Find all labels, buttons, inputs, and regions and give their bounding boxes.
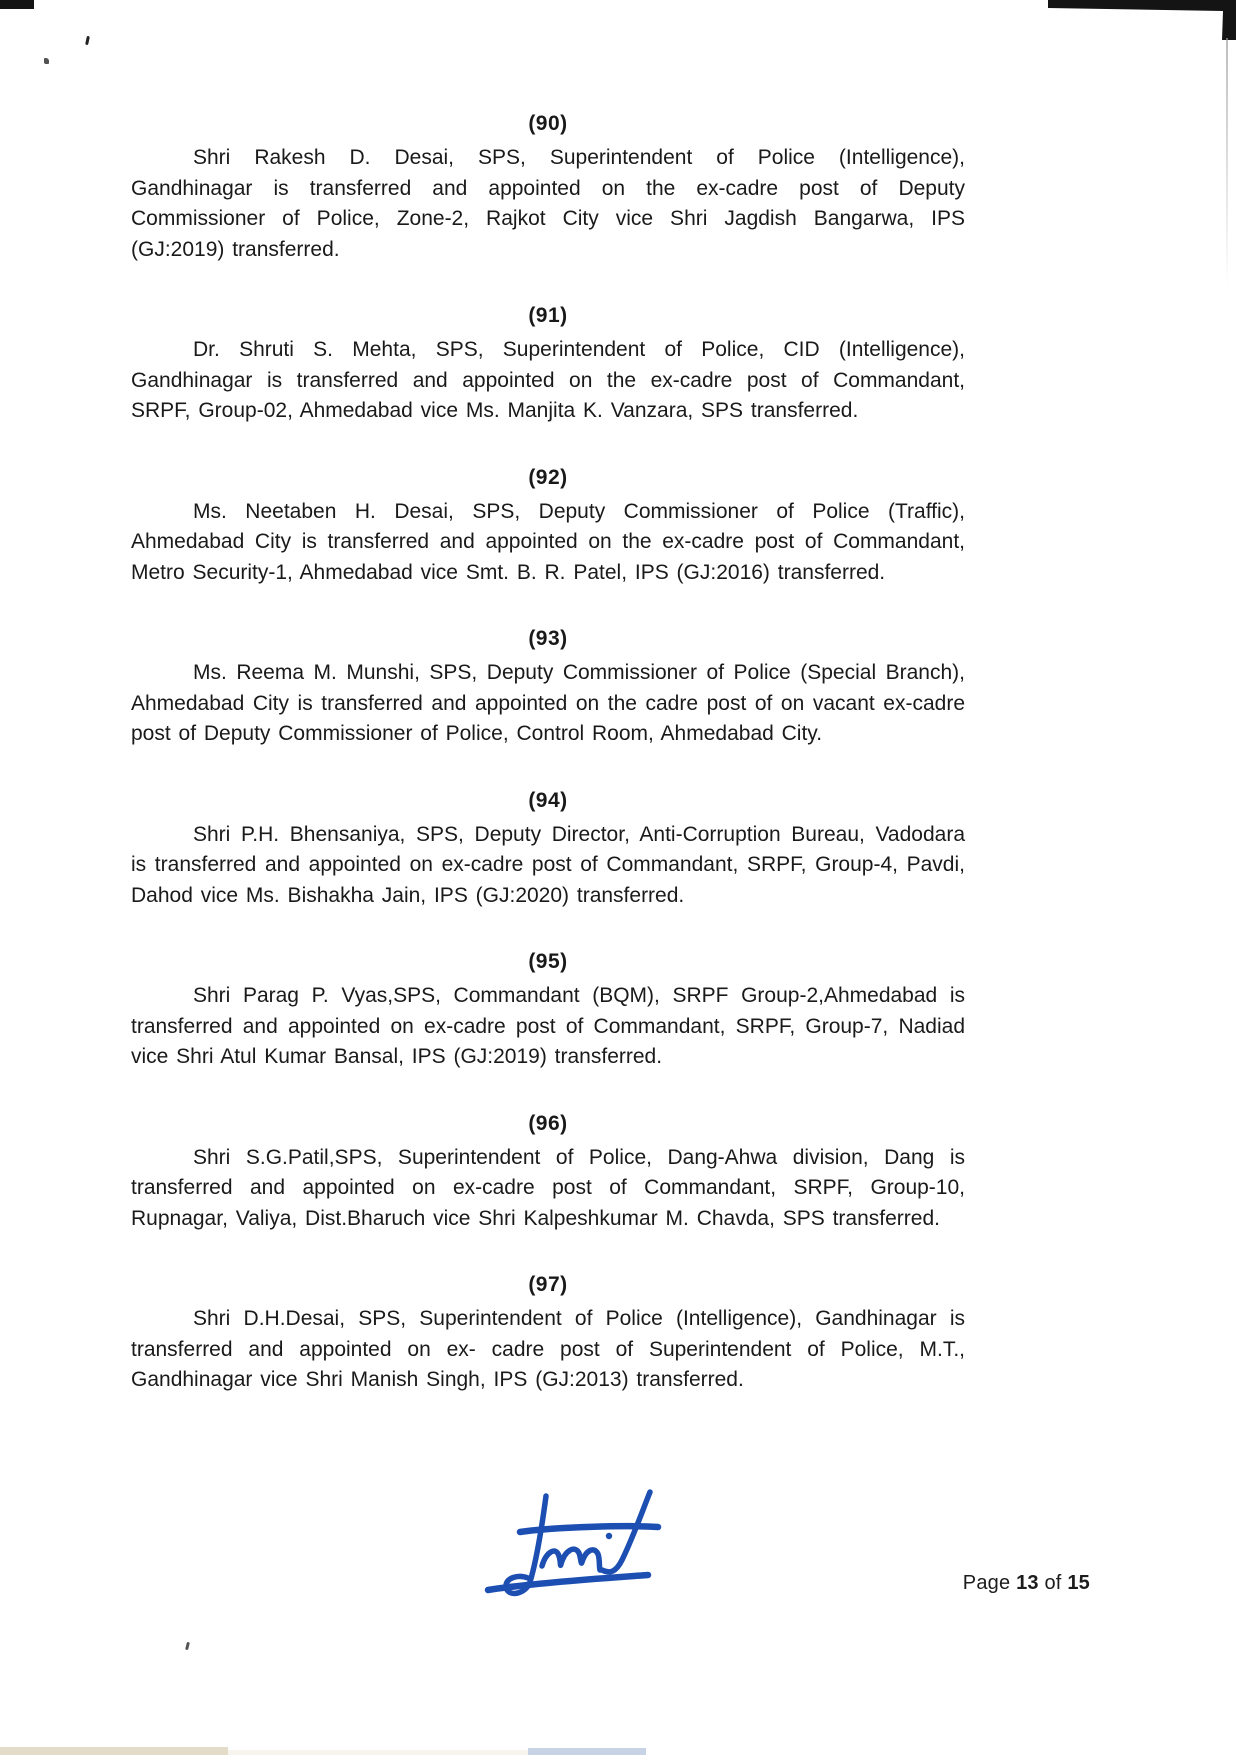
page-footer-total: 15 [1067,1572,1090,1594]
scan-artifact-top-right [1048,0,1236,44]
signature-handwriting [476,1480,706,1608]
paragraph-block [131,1273,965,1396]
paragraph-block [131,789,965,912]
paragraph-number: (92) [528,465,568,489]
paragraph-number: (93) [528,627,568,650]
paragraph-number: (96) [528,1111,568,1135]
paragraph-block [131,466,965,589]
scan-artifact-bottom-edge [0,1747,228,1755]
paragraph-number: (95) [528,950,568,973]
paragraph-block [131,304,965,427]
paragraph-block [131,112,965,265]
page-footer [963,1572,1090,1595]
paragraph-number: (94) [528,788,568,812]
page-footer-of: of [1044,1572,1062,1594]
scan-artifact-bottom-edge [228,1750,528,1755]
paragraph-number: (91) [528,304,568,327]
scan-artifact-speck [85,36,90,45]
paragraph-text: Ms. Reema M. Munshi, SPS, Deputy Commissioner of Police (Special Branch), Ahmedabad City is transferred and appointed on the cadre post of on vacant ex-cadre post of Deputy Commissioner of Police, Control Room, Ahmedabad City. [131,661,965,745]
paragraph-text: Shri D.H.Desai, SPS, Superintendent of Police (Intelligence), Gandhinagar is transferred and appointed on ex- cadre post of Superintendent of Police, M.T., Gandhinagar vice Shri Manish Singh, IPS (GJ:2013) transferred. [131,1307,965,1391]
scan-artifact-top-left [0,0,34,9]
paragraph-block [131,627,965,750]
paragraph-text: Shri P.H. Bhensaniya, SPS, Deputy Director, Anti-Corruption Bureau, Vadodara is transferred and appointed on ex-cadre post of Commandant, SRPF, Group-4, Pavdi, Dahod vice Ms. Bishakha Jain, IPS (GJ:2020) transferred. [131,822,965,907]
paragraph-text: Dr. Shruti S. Mehta, SPS, Superintendent of Police, CID (Intelligence), Gandhinagar is transferred and appointed on the ex-cadre post of Commandant, SRPF, Group-02, Ahmedabad vice Ms. Manjita K. Vanzara, SPS transferred. [131,338,965,422]
paragraph-text: Ms. Neetaben H. Desai, SPS, Deputy Commissioner of Police (Traffic), Ahmedabad City is transferred and appointed on the ex-cadre post of Commandant, Metro Security-1, Ahmedabad vice Smt. B. R. Patel, IPS (GJ:2016) transferred. [131,499,965,584]
page-footer-label: Page [962,1572,1011,1594]
paragraph-number: (90) [528,112,568,135]
paragraph-text: Shri Parag P. Vyas,SPS, Commandant (BQM), SRPF Group-2,Ahmedabad is transferred and appointed on ex-cadre post of Commandant, SRPF, Group-7, Nadiad vice Shri Atul Kumar Bansal, IPS (GJ:2019) transferred. [131,984,965,1068]
paragraph-number: (97) [528,1273,568,1296]
paragraph-block [131,950,965,1073]
scan-artifact-speck [44,58,49,64]
scan-artifact-speck [185,1642,190,1650]
document-body [131,112,965,1396]
scan-artifact-bottom-edge [528,1748,646,1755]
paragraph-text: Shri S.G.Patil,SPS, Superintendent of Police, Dang-Ahwa division, Dang is transferred and appointed on ex-cadre post of Commandant, SRPF, Group-10, Rupnagar, Valiya, Dist.Bharuch vice Shri Kalpeshkumar M. Chavda, SPS transferred. [131,1145,965,1230]
paragraph-block [131,1112,965,1235]
page-footer-number: 13 [1016,1572,1039,1594]
scan-artifact-right-edge-line [1226,38,1228,288]
paragraph-text: Shri Rakesh D. Desai, SPS, Superintendent of Police (Intelligence), Gandhinagar is transferred and appointed on the ex-cadre post of Deputy Commissioner of Police, Zone-2, Rajkot City vice Shri Jagdish Bangarwa, IPS (GJ:2019) transferred. [131,146,965,261]
